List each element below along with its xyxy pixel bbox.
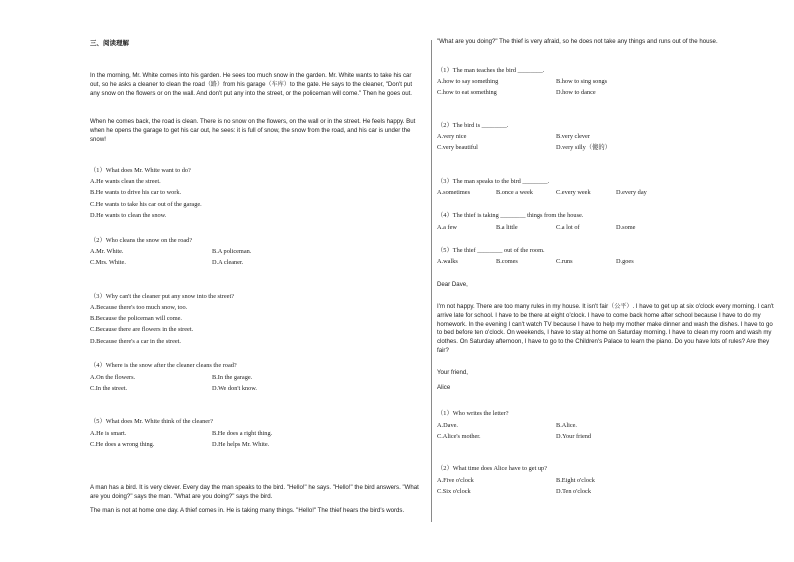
letter-body: I'm not happy. There are too many rules in my house. It isn't fair（公平）. I have to get up at six o'clock every morning. I can't arrive late for school. I have to be there at eight o'clock. I have to come back home after school because I have to do my homework. In the evening I can't watch TV because I have to help my mother make dinner and wash the dishes. I have to go to bed before ten o'clock. On weekends, I have to stay at home on Saturday morning. I have to clean my room and wash my clothes. On Saturday afternoon, I have to go to the Children's Palace to learn the piano. Do you have lots of rules? Are they fair?: [437, 303, 774, 354]
question-stem: （4）Where is the snow after the cleaner cleans the road?: [90, 362, 237, 369]
question-stem: （1）The man teaches the bird ________.: [437, 67, 545, 74]
passage2-continuation: "What are you doing?" The thief is very afraid, so he does not take any things and runs out of the house.: [437, 38, 718, 45]
option-c[interactable]: C.every week: [556, 189, 591, 196]
column-divider: [431, 40, 432, 522]
question-stem: （5）What does Mr. White think of the cleaner?: [90, 418, 213, 425]
letter-closing: Your friend,: [437, 369, 468, 376]
option-a[interactable]: A.very nice: [437, 133, 467, 140]
option-b[interactable]: B.very clever: [556, 133, 590, 140]
option-a[interactable]: A.Because there's too much snow, too.: [90, 304, 188, 311]
option-a[interactable]: A.On the flowers.: [90, 374, 136, 381]
option-a[interactable]: A.Mr. White.: [90, 248, 124, 255]
question-stem: （3）Why can't the cleaner put any snow into the street?: [90, 293, 234, 300]
option-c[interactable]: C.a lot of: [556, 224, 580, 231]
option-b[interactable]: B.a little: [496, 224, 518, 231]
option-c[interactable]: C.In the street.: [90, 385, 128, 392]
question-stem: （1）What does Mr. White want to do?: [90, 167, 191, 174]
option-c[interactable]: C.Because there are flowers in the street.: [90, 326, 194, 333]
option-d[interactable]: D.He wants to clean the snow.: [90, 212, 167, 219]
option-d[interactable]: D.how to dance: [556, 89, 596, 96]
option-b[interactable]: B.In the garage.: [212, 374, 253, 381]
option-d[interactable]: D.some: [616, 224, 636, 231]
option-a[interactable]: A.He wants clean the street.: [90, 178, 161, 185]
letter-signature: Alice: [437, 384, 451, 391]
option-b[interactable]: B.Alice.: [556, 422, 577, 429]
option-c[interactable]: C.Six o'clock: [437, 488, 471, 495]
option-d[interactable]: D.Your friend: [556, 433, 592, 440]
option-d[interactable]: D.goes: [616, 258, 634, 265]
option-c[interactable]: C.how to eat something: [437, 89, 497, 96]
option-b[interactable]: B.He wants to drive his car to work.: [90, 189, 182, 196]
passage2-paragraph-1: A man has a bird. It is very clever. Every day the man speaks to the bird. "Hello!" he says. "Hello!" the bird answers. "What are you doing?" says the man. "What are you doing?" says the bird.: [90, 484, 419, 500]
option-b[interactable]: B.He does a right thing.: [212, 430, 273, 437]
option-d[interactable]: D.He helps Mr. White.: [212, 441, 270, 448]
passage1-paragraph-1: In the morning, Mr. White comes into his garden. He sees too much snow in the garden. Mr. White wants to take his car out, so he asks a cleaner to clean the road（路）from his garage（车库）to the gate. He says to the cleaner, "Don't put any snow on the flowers or on the wall. And don't put any into the street, or the policeman will come." Then he goes out.: [90, 72, 413, 97]
question-stem: （4）The thief is taking ________ things from the house.: [437, 212, 584, 219]
option-a[interactable]: A.how to say something: [437, 78, 499, 85]
option-c[interactable]: C.Alice's mother.: [437, 433, 481, 440]
question-stem: （3）The man speaks to the bird ________.: [437, 178, 550, 185]
question-stem: （5）The thief ________ out of the room.: [437, 247, 545, 254]
passage2-paragraph-2: The man is not at home one day. A thief comes in. He is taking many things. "Hello!" The thief hears the bird's words.: [90, 507, 405, 514]
option-d[interactable]: D.very silly（傻的）: [556, 144, 611, 151]
option-a[interactable]: A.a few: [437, 224, 457, 231]
option-c[interactable]: C.runs: [556, 258, 573, 265]
option-d[interactable]: D.Because there's a car in the street.: [90, 338, 181, 345]
option-c[interactable]: C.Mrs. White.: [90, 259, 126, 266]
option-b[interactable]: B.comes: [496, 258, 518, 265]
option-d[interactable]: D.every day: [616, 189, 647, 196]
option-c[interactable]: C.He does a wrong thing.: [90, 441, 155, 448]
letter-greeting: Dear Dave,: [437, 281, 468, 288]
passage1-paragraph-2: When he comes back, the road is clean. There is no snow on the flowers, on the wall or in the street. He feels happy. But when he opens the garage to get his car out, he sees: it is full of snow, the snow from the road, and his car is under the snow!: [90, 118, 416, 143]
option-b[interactable]: B.A policeman.: [212, 248, 252, 255]
option-b[interactable]: B.Because the policeman will come.: [90, 315, 182, 322]
option-c[interactable]: C.very beautiful: [437, 144, 478, 151]
option-d[interactable]: D.A cleaner.: [212, 259, 244, 266]
question-stem: （2）The bird is ________.: [437, 122, 509, 129]
option-b[interactable]: B.how to sing songs: [556, 78, 608, 85]
question-stem: （2）What time does Alice have to get up?: [437, 465, 547, 472]
option-b[interactable]: B.Eight o'clock: [556, 477, 595, 484]
option-a[interactable]: A.walks: [437, 258, 458, 265]
section-heading: 三、阅读理解: [90, 40, 129, 47]
option-d[interactable]: D.Ten o'clock: [556, 488, 591, 495]
option-a[interactable]: A.Five o'clock: [437, 477, 474, 484]
question-stem: （1）Who writes the letter?: [437, 410, 509, 417]
option-a[interactable]: A.sometimes: [437, 189, 471, 196]
option-a[interactable]: A.Dave.: [437, 422, 458, 429]
option-c[interactable]: C.He wants to take his car out of the garage.: [90, 201, 202, 208]
question-stem: （2）Who cleans the snow on the road?: [90, 237, 193, 244]
option-b[interactable]: B.once a week: [496, 189, 533, 196]
option-d[interactable]: D.We don't know.: [212, 385, 257, 392]
option-a[interactable]: A.He is smart.: [90, 430, 127, 437]
